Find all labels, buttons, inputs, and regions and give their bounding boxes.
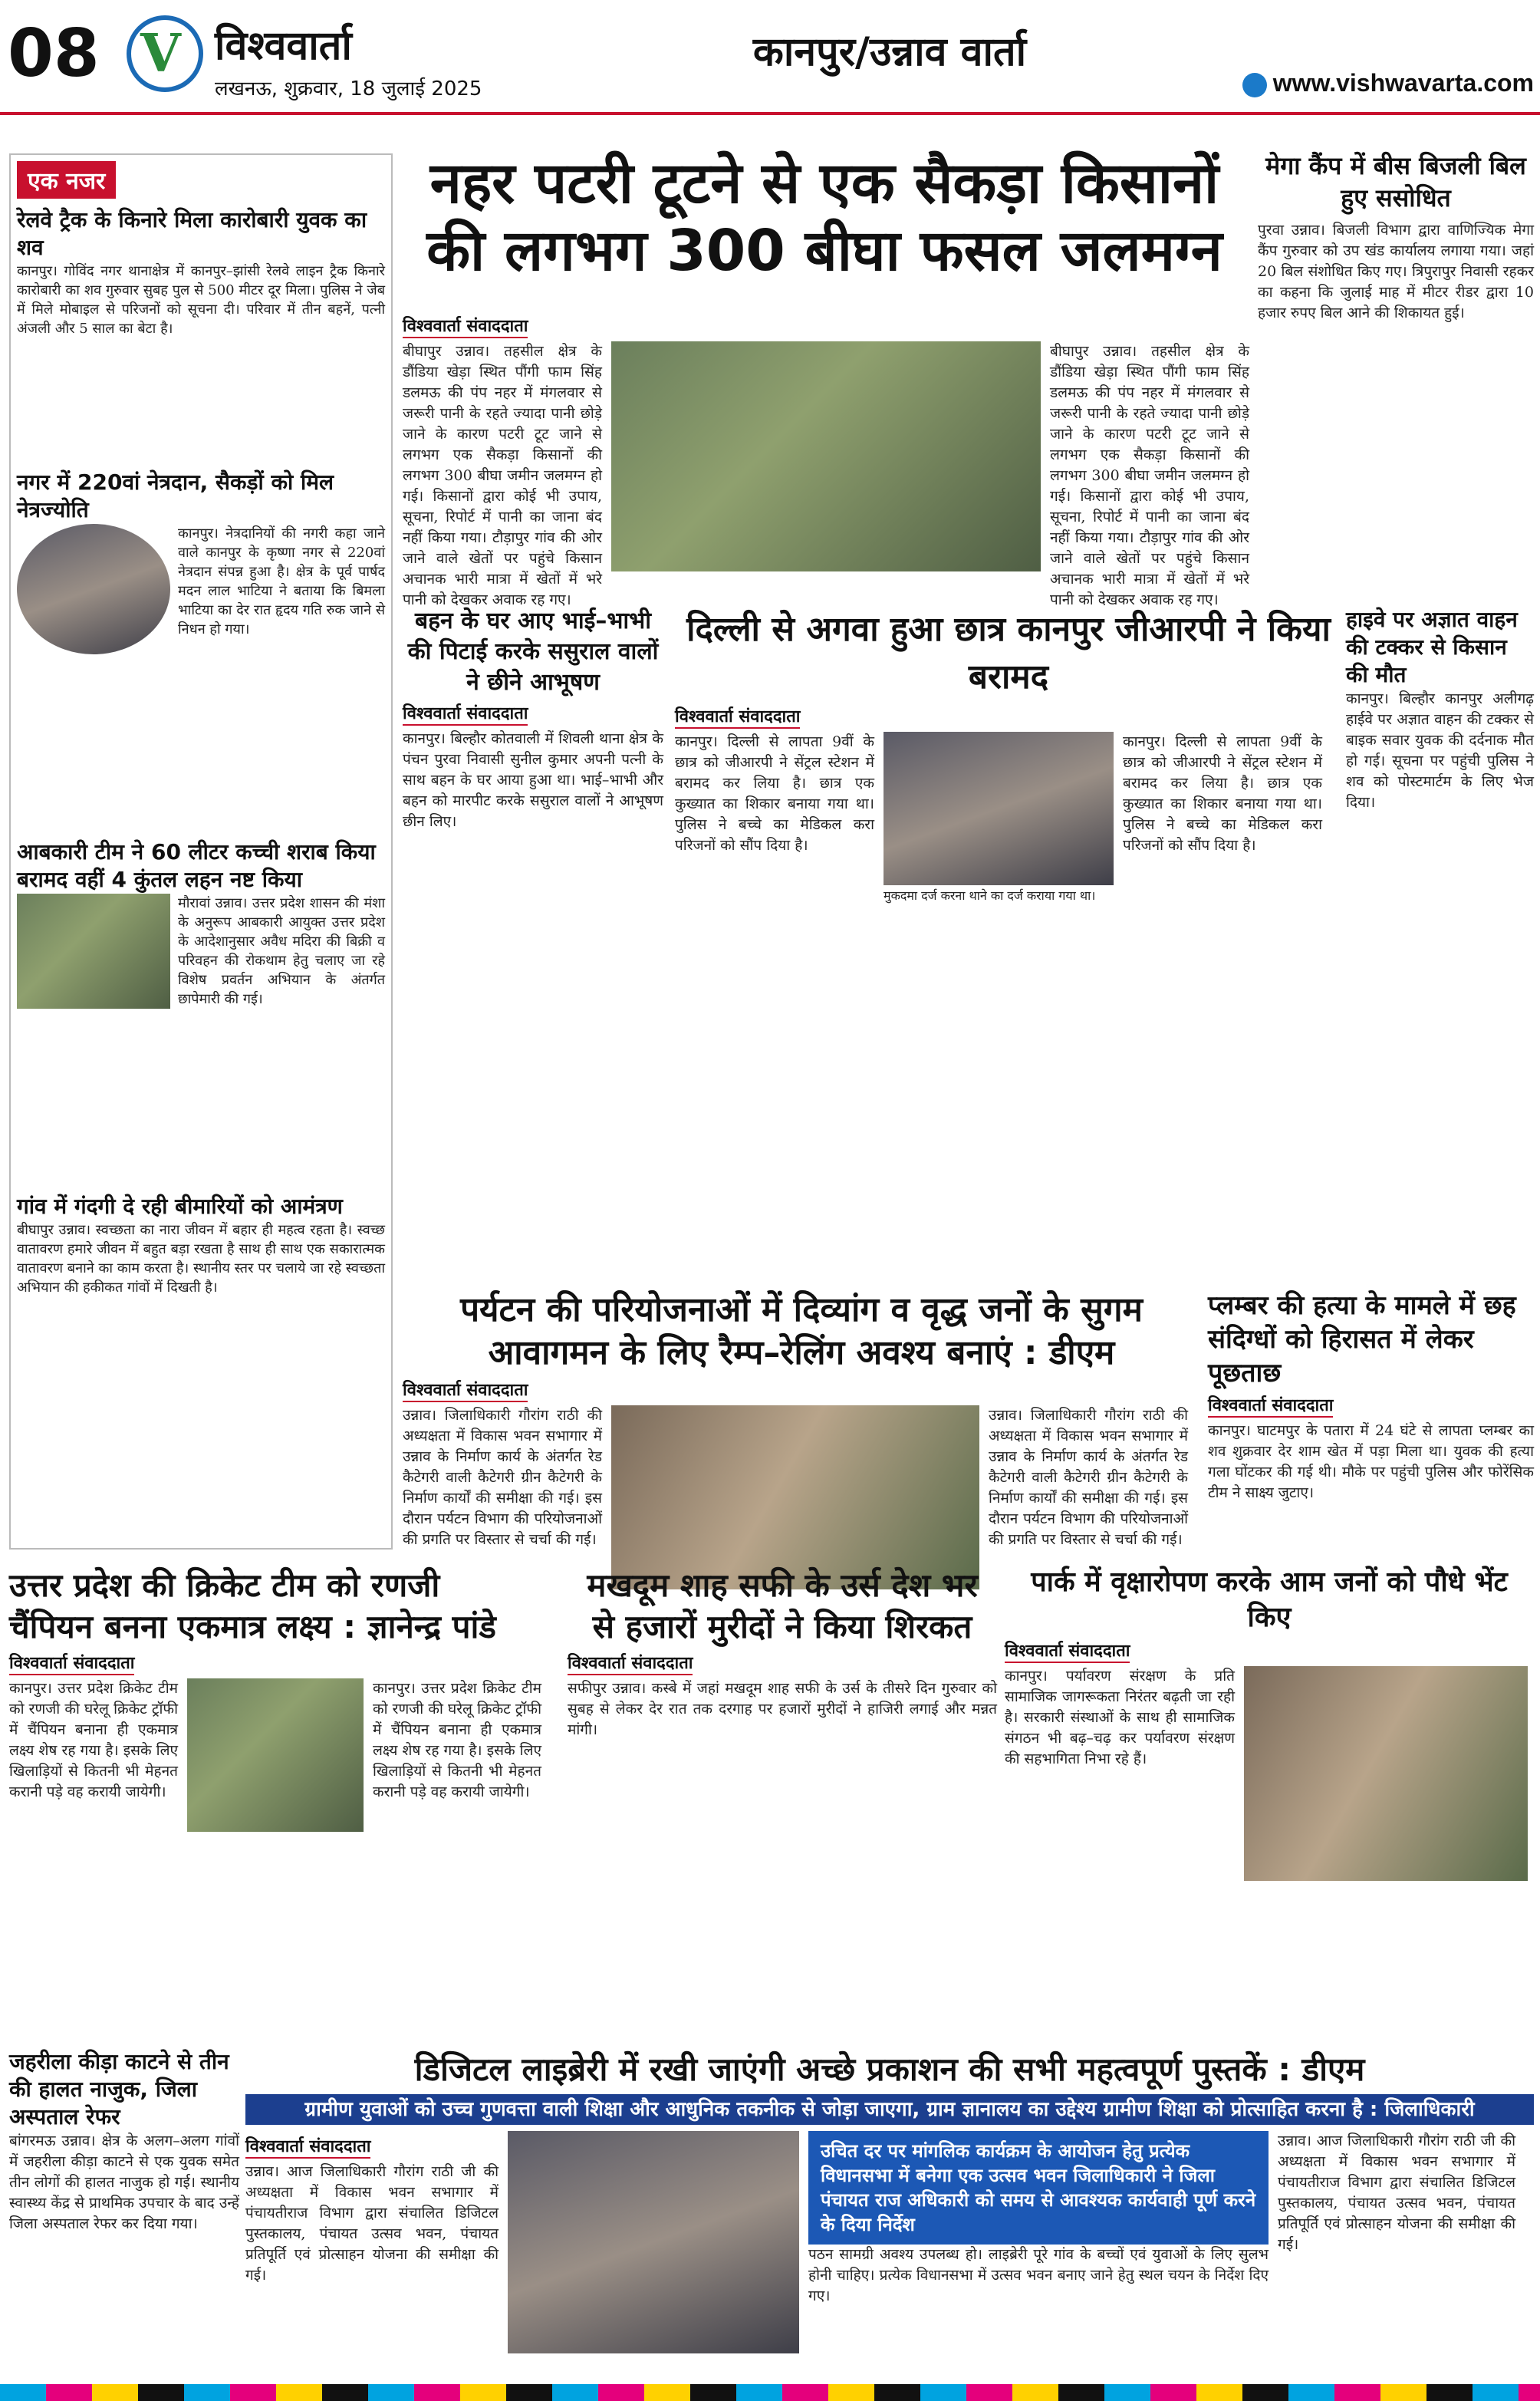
- highway-body: कानपुर। बिल्हौर कानपुर अलीगढ़ हाईवे पर अज्ञात वाहन की टक्कर से बाइक सवार युवक की दर्दनाक मौत हो गई। सूचना पर पहुंची पुलिस ने शव को पोस्टमार्टम के लिए भेज दिया।: [1346, 690, 1534, 811]
- brand-name: विश्ववार्ता: [215, 23, 352, 69]
- mega-camp-article: [1258, 150, 1534, 594]
- globe-icon: [1242, 73, 1267, 97]
- lead-body-cont: बीघापुर उन्नाव। तहसील क्षेत्र के डौंडिया खेड़ा स्थित पौंगी फाम सिंह डलमऊ की पंप नहर में मंगलवार से जरूरी पानी के रहते ज्यादा पानी छोड़े जाने के कारण पटरी टूट जाने से लगभग एक सैकड़ा किसानों की लगभग 300 बीघा जमीन जलमग्न हो गई। किसानों द्वारा कोई भी उपाय, सूचना, रिपोर्ट में पानी का जाना बंद नहीं किया गया। टौड़ापुर गांव की ओर जाने वाले खेतों पर पहुंचे किसान अचानक भारी मात्रा में खेतों में भरे पानी को देखकर अवाक रह गए।: [1050, 343, 1249, 608]
- in-laws-byline: विश्ववार्ता संवाददाता: [403, 701, 528, 726]
- ramp-body: उन्नाव। जिलाधिकारी गौरांग राठी की अध्यक्षता में विकास भवन सभागार में उन्नाव के निर्माण कार्य के अंतर्गत रेड कैटेगरी वाली कैटेगरी ग्रीन कैटेगरी के निर्माण कार्यों की समीक्षा की गई। इस दौरान पर्यटन विभाग की परियोजनाओं की प्रगति पर विस्तार से चर्चा की गई।: [403, 1407, 602, 1548]
- registration-marks: [0, 2384, 1540, 2401]
- delhi-headline: दिल्ली से अगवा हुआ छात्र कानपुर जीआरपी ने किया बरामद: [686, 610, 1331, 697]
- plumber-headline: प्लम्बर की हत्या के मामले में छह संदिग्धों को हिरासत में लेकर पूछताछ: [1208, 1290, 1516, 1388]
- mega-camp-headline: मेगा कैंप में बीस बिजली बिल हुए ससोधित: [1265, 151, 1526, 212]
- digital-library-article: [245, 2048, 1534, 2378]
- page-number: 08: [8, 15, 100, 92]
- meeting-photo: [611, 1405, 979, 1589]
- brief-body-1: कानपुर। गोविंद नगर थानाक्षेत्र में कानपुर–झांसी रेलवे लाइन ट्रैक किनारे कारोबारी का शव गुरुवार सुबह पुल से 500 मीटर दूर मिला। पुलिस ने जेब में मिले मोबाइल से परिजनों को सूचना दी। परिवार में तीन बहनें, पत्नी अंजली और 5 साल का बेटा है।: [17, 263, 385, 337]
- delhi-body: कानपुर। दिल्ली से लापता 9वीं के छात्र को जीआरपी ने सेंट्रल स्टेशन में बरामद कर लिया है। छात्र एक कुख्यात का शिकार बनाया गया था। पुलिस ने बच्चे का मेडिकल करा परिजनों को सौंप दिया है।: [675, 733, 874, 854]
- plumber-body: कानपुर। घाटमपुर के पतारा में 24 घंटे से लापता प्लम्बर का शव शुक्रवार देर शाम खेत में पड़ा मिला था। युवक की हत्या गला घोंटकर की गई थी। मौके पर पहुंची पुलिस और फोरेंसिक टीम ने साक्ष्य जुटाए।: [1208, 1422, 1534, 1501]
- lead-headline: [403, 150, 1246, 303]
- cricket-body: कानपुर। उत्तर प्रदेश क्रिकेट टीम को रणजी की घरेलू क्रिकेट ट्रॉफी में चैंपियन बनाना ही एकमात्र लक्ष्य शेष रह गया है। इसके लिए खिलाड़ियों से कितनी भी मेहनत करानी पड़े वह करायी जायेगी।: [9, 1680, 178, 1800]
- lead-body: बीघापुर उन्नाव। तहसील क्षेत्र के डौंडिया खेड़ा स्थित पौंगी फाम सिंह डलमऊ की पंप नहर में मंगलवार से जरूरी पानी के रहते ज्यादा पानी छोड़े जाने के कारण पटरी टूट जाने से लगभग एक सैकड़ा किसानों की लगभग 300 बीघा जमीन जलमग्न हो गई। किसानों द्वारा कोई भी उपाय, सूचना, रिपोर्ट में पानी का जाना बंद नहीं किया गया। टौड़ापुर गांव की ओर जाने वाले खेतों पर पहुंचे किसान अचानक भारी मात्रा में खेतों में भरे पानी को देखकर अवाक रह गए।: [403, 343, 602, 608]
- eye-donation-logo-icon: [17, 524, 170, 654]
- library-byline: विश्ववार्ता संवाददाता: [245, 2134, 370, 2159]
- library-highlight: उचित दर पर मांगलिक कार्यक्रम के आयोजन हेतु प्रत्येक विधानसभा में बनेगा एक उत्सव भवन जिलाधिकारी ने जिला पंचायत राज अधिकारी को समय से आवश्यक कार्यवाही पूर्ण करने के दिया निर्देश: [808, 2131, 1269, 2245]
- cricket-coach-photo: [187, 1678, 364, 1832]
- ek-nazar-column: [9, 153, 393, 1550]
- in-laws-article: [403, 606, 663, 1281]
- library-body-2: पठन सामग्री अवश्य उपलब्ध हो। लाइब्रेरी पूरे गांव के बच्चों एवं युवाओं के लिए सुलभ होनी चाहिए। प्रत्येक विधानसभा में उत्सव भवन बनाए जाने हेतु स्थल चयन के निर्देश दिए गए।: [808, 2246, 1269, 2304]
- tree-headline: पार्क में वृक्षारोपण करके आम जनों को पौधे भेंट किए: [1031, 1566, 1508, 1633]
- cricket-headline-line-2: चैंपियन बनना एकमात्र लक्ष्य : ज्ञानेन्द्र पांडे: [9, 1608, 496, 1645]
- tree-byline: विश्ववार्ता संवाददाता: [1005, 1639, 1130, 1663]
- ramp-headline-line-2: आवागमन के लिए रैम्प–रेलिंग अवश्य बनाएं : डीएम: [488, 1333, 1115, 1372]
- brief-body-4: बीघापुर उन्नाव। स्वच्छता का नारा जीवन में बहार ही महत्व रहता है। स्वच्छ वातावरण हमारे जीवन में बहुत बड़ा रखता है साथ ही साथ एक सकारात्मक वातावरण बनाने का काम करता है। स्थानीय स्तर पर चलाये जा रहे स्वच्छता अभियान की हकीकत गांवों में दिखती है।: [17, 1222, 385, 1296]
- cricket-body-cont: कानपुर। उत्तर प्रदेश क्रिकेट टीम को रणजी की घरेलू क्रिकेट ट्रॉफी में चैंपियन बनाना ही एकमात्र लक्ष्य शेष रह गया है। इसके लिए खिलाड़ियों से कितनी भी मेहनत करानी पड़े वह करायी जायेगी।: [373, 1680, 541, 1800]
- delhi-caption: मुकदमा दर्ज करना थाने का दर्ज कराया गया था।: [884, 888, 1096, 903]
- raid-photo: [17, 894, 170, 1009]
- urs-article: [568, 1565, 997, 2040]
- brief-headline-4: गांव में गंदगी दे रही बीमारियों को आमंत्रण: [17, 1194, 343, 1219]
- mega-camp-body: पुरवा उन्नाव। बिजली विभाग द्वारा वाणिज्यिक मेगा कैंप गुरुवार को उप खंड कार्यालय लगाया गया। जहां 20 बिल संशोधित किए गए। त्रिपुरापुर निवासी रहकर का कहना कि जुलाई माह में मीटर रीडर द्वारा 10 हजार रुपए बिल आने की शिकायत हुई।: [1258, 222, 1534, 321]
- plumber-byline: विश्ववार्ता संवाददाता: [1208, 1393, 1333, 1418]
- divider: [403, 587, 1254, 589]
- lead-headline-line-2: की लगभग 300 बीघा फसल जलमग्न: [426, 218, 1222, 284]
- tree-body: कानपुर। पर्यावरण संरक्षण के प्रति सामाजिक जागरूकता निरंतर बढ़ती जा रही है। सरकारी संस्थाओं के साथ ही सामाजिक संगठन भी बढ़–चढ़ कर पर्यावरण संरक्षण की सहभागिता निभा रहे हैं।: [1005, 1668, 1235, 1767]
- website-link[interactable]: [1150, 69, 1534, 106]
- dateline: लखनऊ, शुक्रवार, 18 जुलाई 2025: [215, 77, 482, 100]
- delhi-body-cont: कानपुर। दिल्ली से लापता 9वीं के छात्र को जीआरपी ने सेंट्रल स्टेशन में बरामद कर लिया है। छात्र एक कुख्यात का शिकार बनाया गया था। पुलिस ने बच्चे का मेडिकल करा परिजनों को सौंप दिया है।: [1123, 733, 1322, 854]
- brand-logo-icon: V: [127, 15, 203, 92]
- highway-article: [1346, 606, 1534, 1281]
- section-title: कानपुर/उन्नाव वार्ता: [752, 29, 1027, 75]
- lead-byline: विश्ववार्ता संवाददाता: [403, 314, 528, 338]
- ramp-body-cont: उन्नाव। जिलाधिकारी गौरांग राठी की अध्यक्षता में विकास भवन सभागार में उन्नाव के निर्माण कार्य के अंतर्गत रेड कैटेगरी वाली कैटेगरी ग्रीन कैटेगरी के निर्माण कार्यों की समीक्षा की गई। इस दौरान पर्यटन विभाग की परियोजनाओं की प्रगति पर विस्तार से चर्चा की गई।: [989, 1407, 1188, 1548]
- brief-body-3: मौरावां उन्नाव। उत्तर प्रदेश शासन की मंशा के अनुरूप आबकारी आयुक्त उत्तर प्रदेश के आदेशानुसार अवैध मदिरा की बिक्री व परिवहन की रोकथाम हेतु चलाए जा रहे विशेष प्रवर्तन अभियान के अंतर्गत छापेमारी की गई।: [178, 895, 385, 1007]
- ek-nazar-tag: एक नजर: [17, 161, 116, 199]
- library-headline: डिजिटल लाइब्रेरी में रखी जाएंगी अच्छे प्रकाशन की सभी महत्वपूर्ण पुस्तकें : डीएम: [414, 2050, 1365, 2088]
- library-subhead: ग्रामीण युवाओं को उच्च गुणवत्ता वाली शिक्षा और आधुनिक तकनीक से जोड़ा जाएगा, ग्राम ज्ञानालय का उद्देश्य ग्रामीण शिक्षा को प्रोत्साहित करना है : जिलाधिकारी: [245, 2094, 1534, 2125]
- library-meeting-photo: [508, 2131, 799, 2353]
- cricket-article: [9, 1565, 561, 2040]
- brief-headline-2: नगर में 220वां नेत्रदान, सैकड़ों को मिल नेत्रज्योति: [17, 469, 334, 522]
- brief-body-2: कानपुर। नेत्रदानियों की नगरी कहा जाने वाले कानपुर के कृष्णा नगर से 220वां नेत्रदान संपन्न हुआ है। क्षेत्र के पूर्व पार्षद मदन लाल भाटिया ने बताया कि बिमला भाटिया का देर रात हृदय गति रुक जाने से निधन हो गया।: [178, 525, 385, 637]
- brief-headline-1: रेलवे ट्रैक के किनारे मिला कारोबारी युवक का शव: [17, 207, 367, 260]
- poison-bite-headline: जहरीला कीड़ा काटने से तीन की हालत नाजुक, जिला अस्पताल रेफर: [9, 2049, 229, 2129]
- flooded-field-photo: [611, 341, 1041, 571]
- delhi-byline: विश्ववार्ता संवाददाता: [675, 704, 800, 729]
- in-laws-body: कानपुर। बिल्हौर कोतवाली में शिवली थाना क्षेत्र के पंचन पुरवा निवासी सुनील कुमार अपनी पत्नी के साथ बहन के घर आया हुआ था। भाई–भाभी और बहन को मारपीट करके ससुराल वालों ने आभूषण छीन लिए।: [403, 730, 663, 830]
- plantation-photo: [1244, 1666, 1528, 1881]
- in-laws-headline: बहन के घर आए भाई–भाभी की पिटाई करके ससुराल वालों ने छीने आभूषण: [407, 608, 659, 696]
- urs-headline-line-2: से हजारों मुरीदों ने किया शिरकत: [592, 1608, 972, 1645]
- highway-headline: हाइवे पर अज्ञात वाहन की टक्कर से किसान की मौत: [1346, 607, 1518, 687]
- poison-bite-article: [9, 2048, 239, 2378]
- urs-body: सफीपुर उन्नाव। कस्बे में जहां मखदूम शाह सफी के उर्स के तीसरे दिन गुरुवार को सुबह से लेकर देर रात तक दरगाह पर हजारों मुरीदों ने हाजिरी लगाई और मन्नत मांगी।: [568, 1680, 997, 1738]
- ramp-byline: विश्ववार्ता संवाददाता: [403, 1378, 528, 1402]
- lead-article: [403, 311, 1254, 608]
- masthead: [0, 0, 1540, 115]
- library-body-3: उन्नाव। आज जिलाधिकारी गौरांग राठी जी की अध्यक्षता में विकास भवन सभागार में पंचायतीराज विभाग द्वारा संचालित डिजिटल पुस्तकालय, पंचायत उत्सव भवन, पंचायत प्रतिपूर्ति एवं प्रोत्साहन योजना की समीक्षा की गई।: [1278, 2133, 1515, 2253]
- website-url: www.vishwavarta.com: [1272, 69, 1534, 97]
- delhi-article: [675, 606, 1342, 1281]
- lead-headline-line-1: नहर पटरी टूटने से एक सैकड़ा किसानों: [429, 150, 1219, 216]
- cricket-byline: विश्ववार्ता संवाददाता: [9, 1651, 134, 1675]
- cricket-headline-line-1: उत्तर प्रदेश की क्रिकेट टीम को रणजी: [9, 1566, 440, 1604]
- library-body: उन्नाव। आज जिलाधिकारी गौरांग राठी जी की अध्यक्षता में विकास भवन सभागार में पंचायतीराज विभाग द्वारा संचालित डिजिटल पुस्तकालय, पंचायत उत्सव भवन, पंचायत प्रतिपूर्ति एवं प्रोत्साहन योजना की समीक्षा की गई।: [245, 2163, 499, 2284]
- brief-headline-3: आबकारी टीम ने 60 लीटर कच्ची शराब किया बरामद वहीं 4 कुंतल लहन नष्ट किया: [17, 839, 376, 892]
- urs-headline-line-1: मखदूम शाह सफी के उर्स देश भर: [587, 1566, 978, 1604]
- urs-byline: विश्ववार्ता संवाददाता: [568, 1651, 693, 1675]
- ramp-headline-line-1: पर्यटन की परियोजनाओं में दिव्यांग व वृद्ध जनों के सुगम: [460, 1290, 1143, 1329]
- police-press-photo: [884, 732, 1114, 885]
- tree-plantation-article: [1005, 1565, 1534, 2040]
- poison-bite-body: बांगरमऊ उन्नाव। क्षेत्र के अलग–अलग गांवों में जहरीला कीड़ा काटने से एक युवक समेत तीन लोगों की हालत नाजुक हो गई। स्थानीय स्वास्थ्य केंद्र से प्राथमिक उपचार के बाद उन्हें जिला अस्पताल रेफर कर दिया गया।: [9, 2133, 239, 2232]
